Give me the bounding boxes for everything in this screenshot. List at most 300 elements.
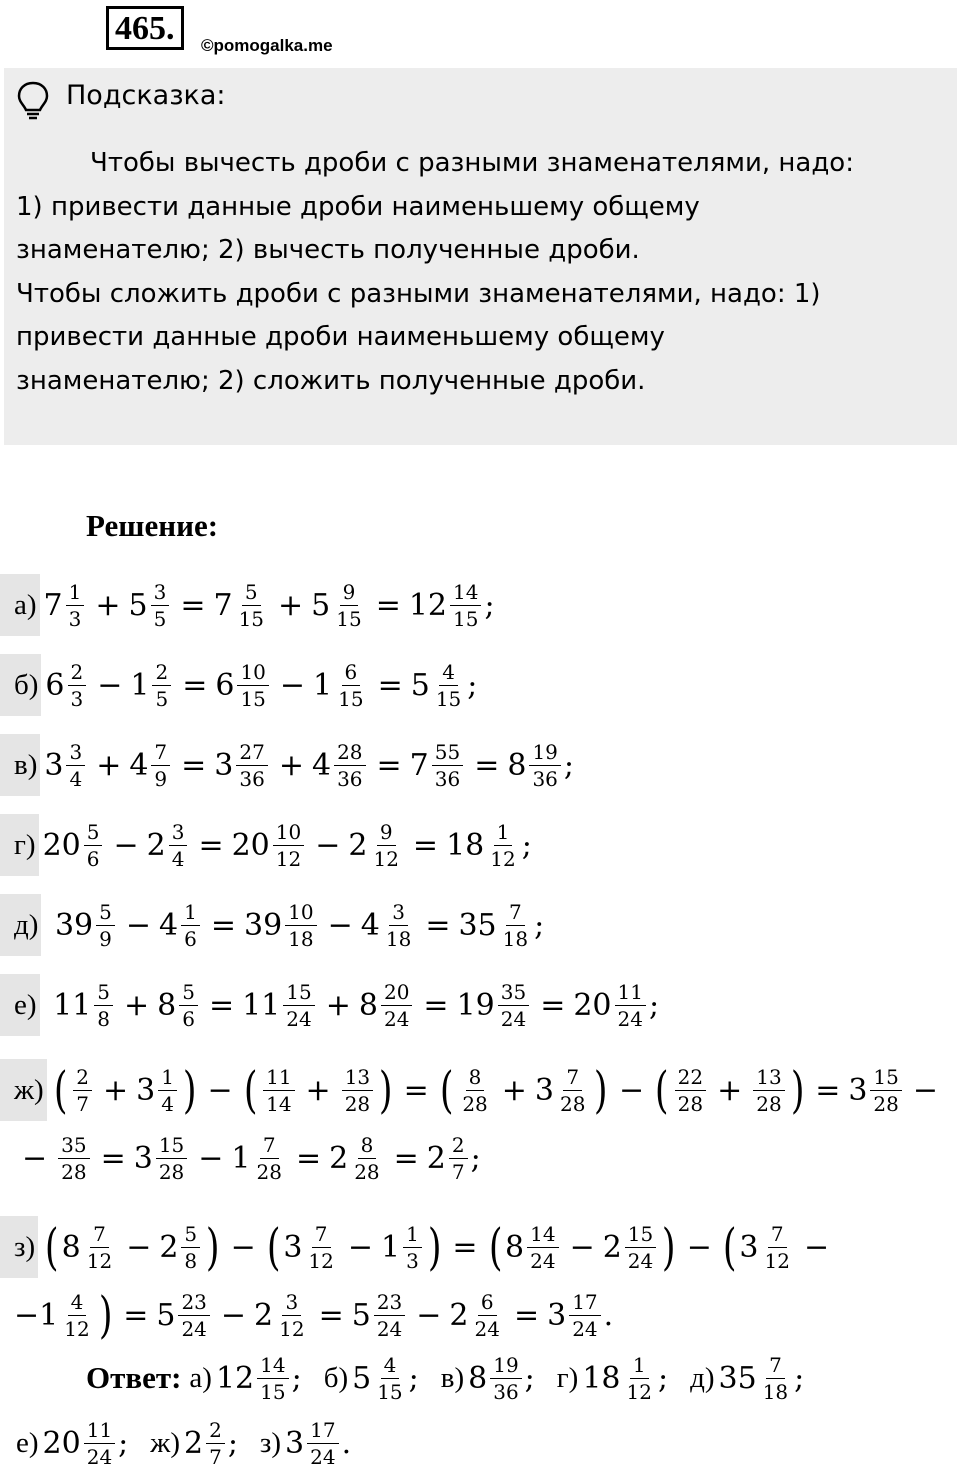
fraction: [156, 1133, 187, 1184]
numerator: 13: [753, 1065, 784, 1091]
operator: −: [220, 1297, 247, 1333]
number: 3: [739, 1229, 759, 1265]
fraction: [273, 820, 304, 871]
fraction: [152, 660, 171, 711]
fraction: [178, 1290, 209, 1341]
denominator: 15: [377, 1379, 403, 1404]
denominator: 24: [376, 1316, 403, 1341]
fraction: [84, 820, 103, 871]
numerator: 15: [625, 1222, 656, 1248]
number: .: [603, 1297, 614, 1333]
operator: +: [102, 1072, 129, 1108]
numerator: 11: [84, 1418, 115, 1444]
answer-label: а): [189, 1361, 212, 1394]
operator: −: [347, 1229, 374, 1265]
parenthesis: ): [594, 1061, 609, 1119]
denominator: 36: [434, 766, 461, 791]
number: 5: [311, 587, 331, 623]
numerator: 1: [181, 900, 200, 926]
numerator: 55: [432, 740, 463, 766]
numerator: 1: [66, 580, 85, 606]
number: 3: [133, 1140, 153, 1176]
answer-title: Ответ:: [86, 1360, 182, 1395]
denominator: 15: [240, 686, 266, 711]
fraction: [615, 980, 646, 1031]
fraction: [181, 1222, 200, 1273]
denominator: 24: [617, 1006, 643, 1031]
fraction: [276, 1290, 307, 1341]
numerator: 5: [181, 1222, 200, 1248]
number: 8: [358, 987, 378, 1023]
numerator: 1: [494, 820, 513, 846]
numerator: 14: [257, 1353, 288, 1379]
numerator: 19: [490, 1353, 521, 1379]
operator: −: [618, 1072, 645, 1108]
number: 35: [458, 907, 497, 943]
denominator: 36: [239, 766, 265, 791]
numerator: 7: [90, 1222, 109, 1248]
item-label: г): [0, 814, 39, 876]
answer-label: в): [440, 1361, 465, 1394]
number: 4: [360, 907, 380, 943]
numerator: 14: [527, 1222, 558, 1248]
fraction: [753, 1065, 784, 1116]
denominator: 12: [764, 1248, 790, 1273]
operator: =: [540, 987, 566, 1023]
item-label: а): [0, 574, 40, 636]
operator: −: [416, 1297, 442, 1333]
number: 2: [146, 827, 166, 863]
denominator: 12: [279, 1316, 305, 1341]
denominator: 24: [86, 1444, 113, 1469]
number: 11: [43, 987, 92, 1023]
denominator: 28: [158, 1159, 185, 1184]
fraction: [237, 660, 268, 711]
numerator: 6: [478, 1290, 497, 1316]
hint-box: [4, 68, 957, 445]
operator: −: [315, 827, 341, 863]
fraction: [675, 1065, 706, 1116]
answer-end: ;: [291, 1360, 302, 1396]
number: 2: [602, 1229, 622, 1265]
operator: =: [815, 1072, 841, 1108]
fraction: [263, 1065, 294, 1116]
operator: −: [803, 1229, 830, 1265]
denominator: 24: [181, 1316, 207, 1341]
denominator: 12: [490, 846, 516, 871]
numerator: 7: [312, 1222, 331, 1248]
parenthesis: (: [655, 1061, 669, 1119]
fraction: [625, 1222, 656, 1273]
fraction: [84, 1222, 115, 1273]
denominator: 24: [383, 1006, 410, 1031]
number: 3: [214, 747, 234, 783]
fraction: [762, 1222, 793, 1273]
denominator: 28: [756, 1091, 782, 1116]
numerator: 7: [260, 1133, 279, 1159]
answer-end: .: [341, 1425, 352, 1461]
operator: +: [123, 987, 150, 1023]
denominator: 5: [153, 606, 167, 631]
numerator: 23: [178, 1290, 209, 1316]
number: 19: [456, 987, 495, 1023]
numerator: 4: [381, 1353, 400, 1379]
denominator: 24: [627, 1248, 654, 1273]
fraction: [374, 1290, 405, 1341]
number: 5: [128, 587, 148, 623]
answer-label: з): [259, 1426, 282, 1459]
operator: =: [123, 1297, 149, 1333]
denominator: 4: [69, 766, 83, 791]
denominator: 24: [286, 1006, 312, 1031]
parenthesis: ): [427, 1218, 442, 1276]
fraction: [433, 660, 464, 711]
operator: =: [412, 827, 439, 863]
denominator: 28: [256, 1159, 282, 1184]
numerator: 11: [263, 1065, 294, 1091]
hint-line: 1) привести данные дроби наименьшему общему: [16, 191, 700, 222]
number: 1: [130, 667, 150, 703]
hint-line: привести данные дроби наименьшему общему: [16, 322, 665, 353]
operator: −: [97, 667, 123, 703]
number: 3: [44, 747, 64, 783]
denominator: 24: [474, 1316, 500, 1341]
numerator: 9: [377, 820, 396, 846]
number: 4: [129, 747, 149, 783]
numerator: 27: [236, 740, 267, 766]
denominator: 6: [184, 926, 197, 951]
fraction: [334, 740, 365, 791]
numerator: 8: [466, 1065, 485, 1091]
denominator: 7: [76, 1091, 89, 1116]
operator: =: [376, 747, 402, 783]
item-label: в): [0, 734, 40, 796]
number: 1: [313, 667, 333, 703]
operator: +: [325, 987, 351, 1023]
solution-row: [0, 885, 960, 965]
numerator: 22: [675, 1065, 706, 1091]
fraction: [68, 660, 87, 711]
number: 20: [573, 987, 612, 1023]
number: 3: [136, 1072, 156, 1108]
fraction: [432, 740, 463, 791]
numerator: 15: [156, 1133, 187, 1159]
number: 4: [159, 907, 179, 943]
denominator: 3: [68, 606, 82, 631]
number: 5: [351, 1297, 371, 1333]
operator: =: [452, 1229, 478, 1265]
numerator: 5: [242, 580, 261, 606]
fraction: [450, 580, 481, 631]
denominator: 15: [338, 686, 364, 711]
task-number: 465.: [106, 6, 184, 50]
fraction: [206, 1418, 225, 1469]
denominator: 15: [260, 1379, 286, 1404]
numerator: 7: [151, 740, 170, 766]
fraction: [500, 900, 531, 951]
fraction: [285, 900, 316, 951]
numerator: 2: [73, 1065, 92, 1091]
denominator: 4: [161, 1091, 174, 1116]
number: ;: [521, 827, 532, 863]
numerator: 1: [158, 1065, 177, 1091]
fraction: [66, 580, 85, 631]
denominator: 28: [873, 1091, 899, 1116]
numerator: 3: [389, 900, 408, 926]
number: 8: [157, 987, 177, 1023]
fraction: [236, 580, 267, 631]
numerator: 2: [152, 660, 171, 686]
fraction: [335, 660, 366, 711]
denominator: 14: [266, 1091, 292, 1116]
parenthesis: ): [790, 1061, 805, 1119]
number: 39: [45, 907, 94, 943]
answer-line: [0, 1403, 960, 1483]
number: 3: [848, 1072, 868, 1108]
denominator: 7: [209, 1444, 222, 1469]
number: 1: [231, 1140, 251, 1176]
fraction: [307, 1418, 338, 1469]
solution-row: [0, 965, 960, 1045]
numerator: 10: [273, 820, 304, 846]
fraction: [374, 1353, 405, 1404]
operator: =: [180, 587, 206, 623]
answer-end: ;: [657, 1360, 669, 1396]
number: 7: [43, 587, 63, 623]
denominator: 36: [532, 766, 558, 791]
fraction: [490, 1353, 521, 1404]
parenthesis: (: [45, 1218, 59, 1276]
fraction: [449, 1133, 468, 1184]
operator: =: [100, 1140, 126, 1176]
denominator: 12: [275, 846, 302, 871]
number: 7: [213, 587, 233, 623]
solution-row: [0, 645, 960, 725]
fraction: [529, 740, 560, 791]
operator: =: [393, 1140, 419, 1176]
answer-label: е): [16, 1426, 39, 1459]
denominator: 15: [435, 686, 462, 711]
fraction: [236, 740, 267, 791]
parenthesis: ): [662, 1218, 676, 1276]
denominator: 4: [171, 846, 185, 871]
answer-label: б): [323, 1361, 349, 1394]
parenthesis: (: [243, 1061, 258, 1119]
operator: =: [377, 667, 403, 703]
operator: =: [210, 907, 236, 943]
fraction: [403, 1222, 422, 1273]
denominator: 6: [86, 846, 100, 871]
answer-whole: 20: [42, 1425, 81, 1461]
fraction: [58, 1133, 89, 1184]
denominator: 28: [677, 1091, 704, 1116]
number: 2: [329, 1140, 349, 1176]
number: 2: [254, 1297, 274, 1333]
denominator: 7: [451, 1159, 465, 1184]
operator: =: [182, 667, 208, 703]
operator: +: [278, 747, 304, 783]
numerator: 20: [381, 980, 412, 1006]
denominator: 28: [462, 1091, 488, 1116]
denominator: 18: [762, 1379, 789, 1404]
fraction: [158, 1065, 177, 1116]
numerator: 11: [615, 980, 646, 1006]
numerator: 17: [307, 1418, 338, 1444]
numerator: 7: [506, 900, 525, 926]
fraction: [381, 980, 412, 1031]
operator: +: [96, 747, 122, 783]
answer-end: ;: [408, 1360, 419, 1396]
denominator: 5: [155, 686, 169, 711]
answer-whole: 12: [215, 1360, 255, 1396]
numerator: 2: [206, 1418, 225, 1444]
numerator: 4: [68, 1290, 87, 1316]
operator: =: [423, 987, 449, 1023]
number: ;: [467, 667, 478, 703]
numerator: 5: [96, 900, 115, 926]
denominator: 15: [336, 606, 362, 631]
numerator: 13: [342, 1065, 373, 1091]
operator: −: [125, 907, 152, 943]
answer-end: ;: [524, 1360, 535, 1396]
solution-row: [0, 805, 960, 885]
operator: −: [912, 1072, 939, 1108]
fraction: [94, 980, 113, 1031]
parenthesis: ): [98, 1286, 113, 1344]
answer-label: г): [556, 1361, 579, 1394]
fraction: [179, 980, 198, 1031]
fraction: [527, 1222, 558, 1273]
denominator: 12: [308, 1248, 334, 1273]
fraction: [181, 900, 200, 951]
hint-title: Подсказка:: [66, 80, 226, 111]
operator: +: [278, 587, 304, 623]
operator: =: [208, 987, 235, 1023]
parenthesis: (: [53, 1061, 68, 1119]
numerator: 15: [283, 980, 314, 1006]
operator: +: [501, 1072, 527, 1108]
numerator: 17: [569, 1290, 600, 1316]
number: 4: [311, 747, 332, 783]
numerator: 2: [68, 660, 87, 686]
numerator: 1: [403, 1222, 422, 1248]
numerator: 9: [340, 580, 359, 606]
operator: +: [305, 1072, 331, 1108]
operator: =: [295, 1140, 322, 1176]
fraction: [333, 580, 364, 631]
answer-label: д): [690, 1361, 715, 1394]
hint-text: [16, 142, 946, 404]
operator: =: [198, 827, 224, 863]
number: 20: [231, 827, 270, 863]
fraction: [498, 980, 529, 1031]
hint-line: знаменателю; 2) сложить полученные дроби.: [16, 365, 646, 396]
numerator: 4: [439, 660, 458, 686]
operator: −: [207, 1072, 233, 1108]
number: 5: [156, 1297, 176, 1333]
parenthesis: ): [182, 1061, 197, 1119]
fraction: [305, 1222, 336, 1273]
answer-whole: 2: [183, 1425, 204, 1461]
number: 3: [283, 1229, 303, 1265]
fraction: [351, 1133, 382, 1184]
operator: =: [181, 747, 207, 783]
fraction: [151, 580, 170, 631]
numerator: 23: [374, 1290, 405, 1316]
fraction: [169, 820, 188, 871]
operator: =: [513, 1297, 540, 1333]
denominator: 36: [493, 1379, 519, 1404]
parenthesis: ): [206, 1218, 220, 1276]
number: ;: [534, 907, 545, 943]
answer-end: ;: [118, 1425, 129, 1461]
number: ;: [484, 587, 495, 623]
fraction: [151, 740, 170, 791]
numerator: 7: [766, 1353, 785, 1379]
fraction: [257, 1353, 288, 1404]
answer-label: ж): [150, 1426, 180, 1459]
number: ;: [563, 747, 575, 783]
item-label: б): [0, 654, 41, 716]
denominator: 6: [182, 1006, 195, 1031]
operator: +: [95, 587, 121, 623]
denominator: 28: [344, 1091, 371, 1116]
numerator: 5: [179, 980, 198, 1006]
fraction: [472, 1290, 503, 1341]
answer-whole: 18: [582, 1360, 621, 1396]
operator: −: [126, 1229, 152, 1265]
denominator: 12: [86, 1248, 113, 1273]
numerator: 5: [84, 820, 103, 846]
denominator: 28: [61, 1159, 87, 1184]
number: 11: [242, 987, 281, 1023]
numerator: 3: [169, 820, 188, 846]
denominator: 18: [288, 926, 314, 951]
numerator: 1: [630, 1353, 649, 1379]
numerator: 7: [563, 1065, 582, 1091]
fraction: [557, 1065, 588, 1116]
parenthesis: (: [488, 1218, 503, 1276]
denominator: 3: [406, 1248, 419, 1273]
fraction: [283, 980, 314, 1031]
fraction: [370, 820, 401, 871]
number: ;: [648, 987, 660, 1023]
fraction: [342, 1065, 373, 1116]
answer-end: ;: [794, 1360, 805, 1396]
number: 2: [159, 1229, 179, 1265]
numerator: 6: [342, 660, 361, 686]
solution-row: [0, 565, 960, 645]
number: 2: [348, 827, 368, 863]
parenthesis: ): [379, 1061, 393, 1119]
fraction: [254, 1133, 285, 1184]
answer-whole: 35: [718, 1360, 757, 1396]
numerator: 10: [285, 900, 316, 926]
fraction: [870, 1065, 901, 1116]
number: 1: [381, 1229, 401, 1265]
number: 5: [410, 667, 430, 703]
operator: −: [279, 667, 306, 703]
answer-end: ;: [227, 1425, 238, 1461]
operator: −: [569, 1229, 595, 1265]
denominator: 28: [354, 1159, 380, 1184]
fraction: [760, 1353, 791, 1404]
denominator: 18: [502, 926, 529, 951]
fraction: [73, 1065, 92, 1116]
numerator: 3: [151, 580, 170, 606]
answer-whole: 8: [468, 1360, 488, 1396]
parenthesis: (: [266, 1218, 281, 1276]
